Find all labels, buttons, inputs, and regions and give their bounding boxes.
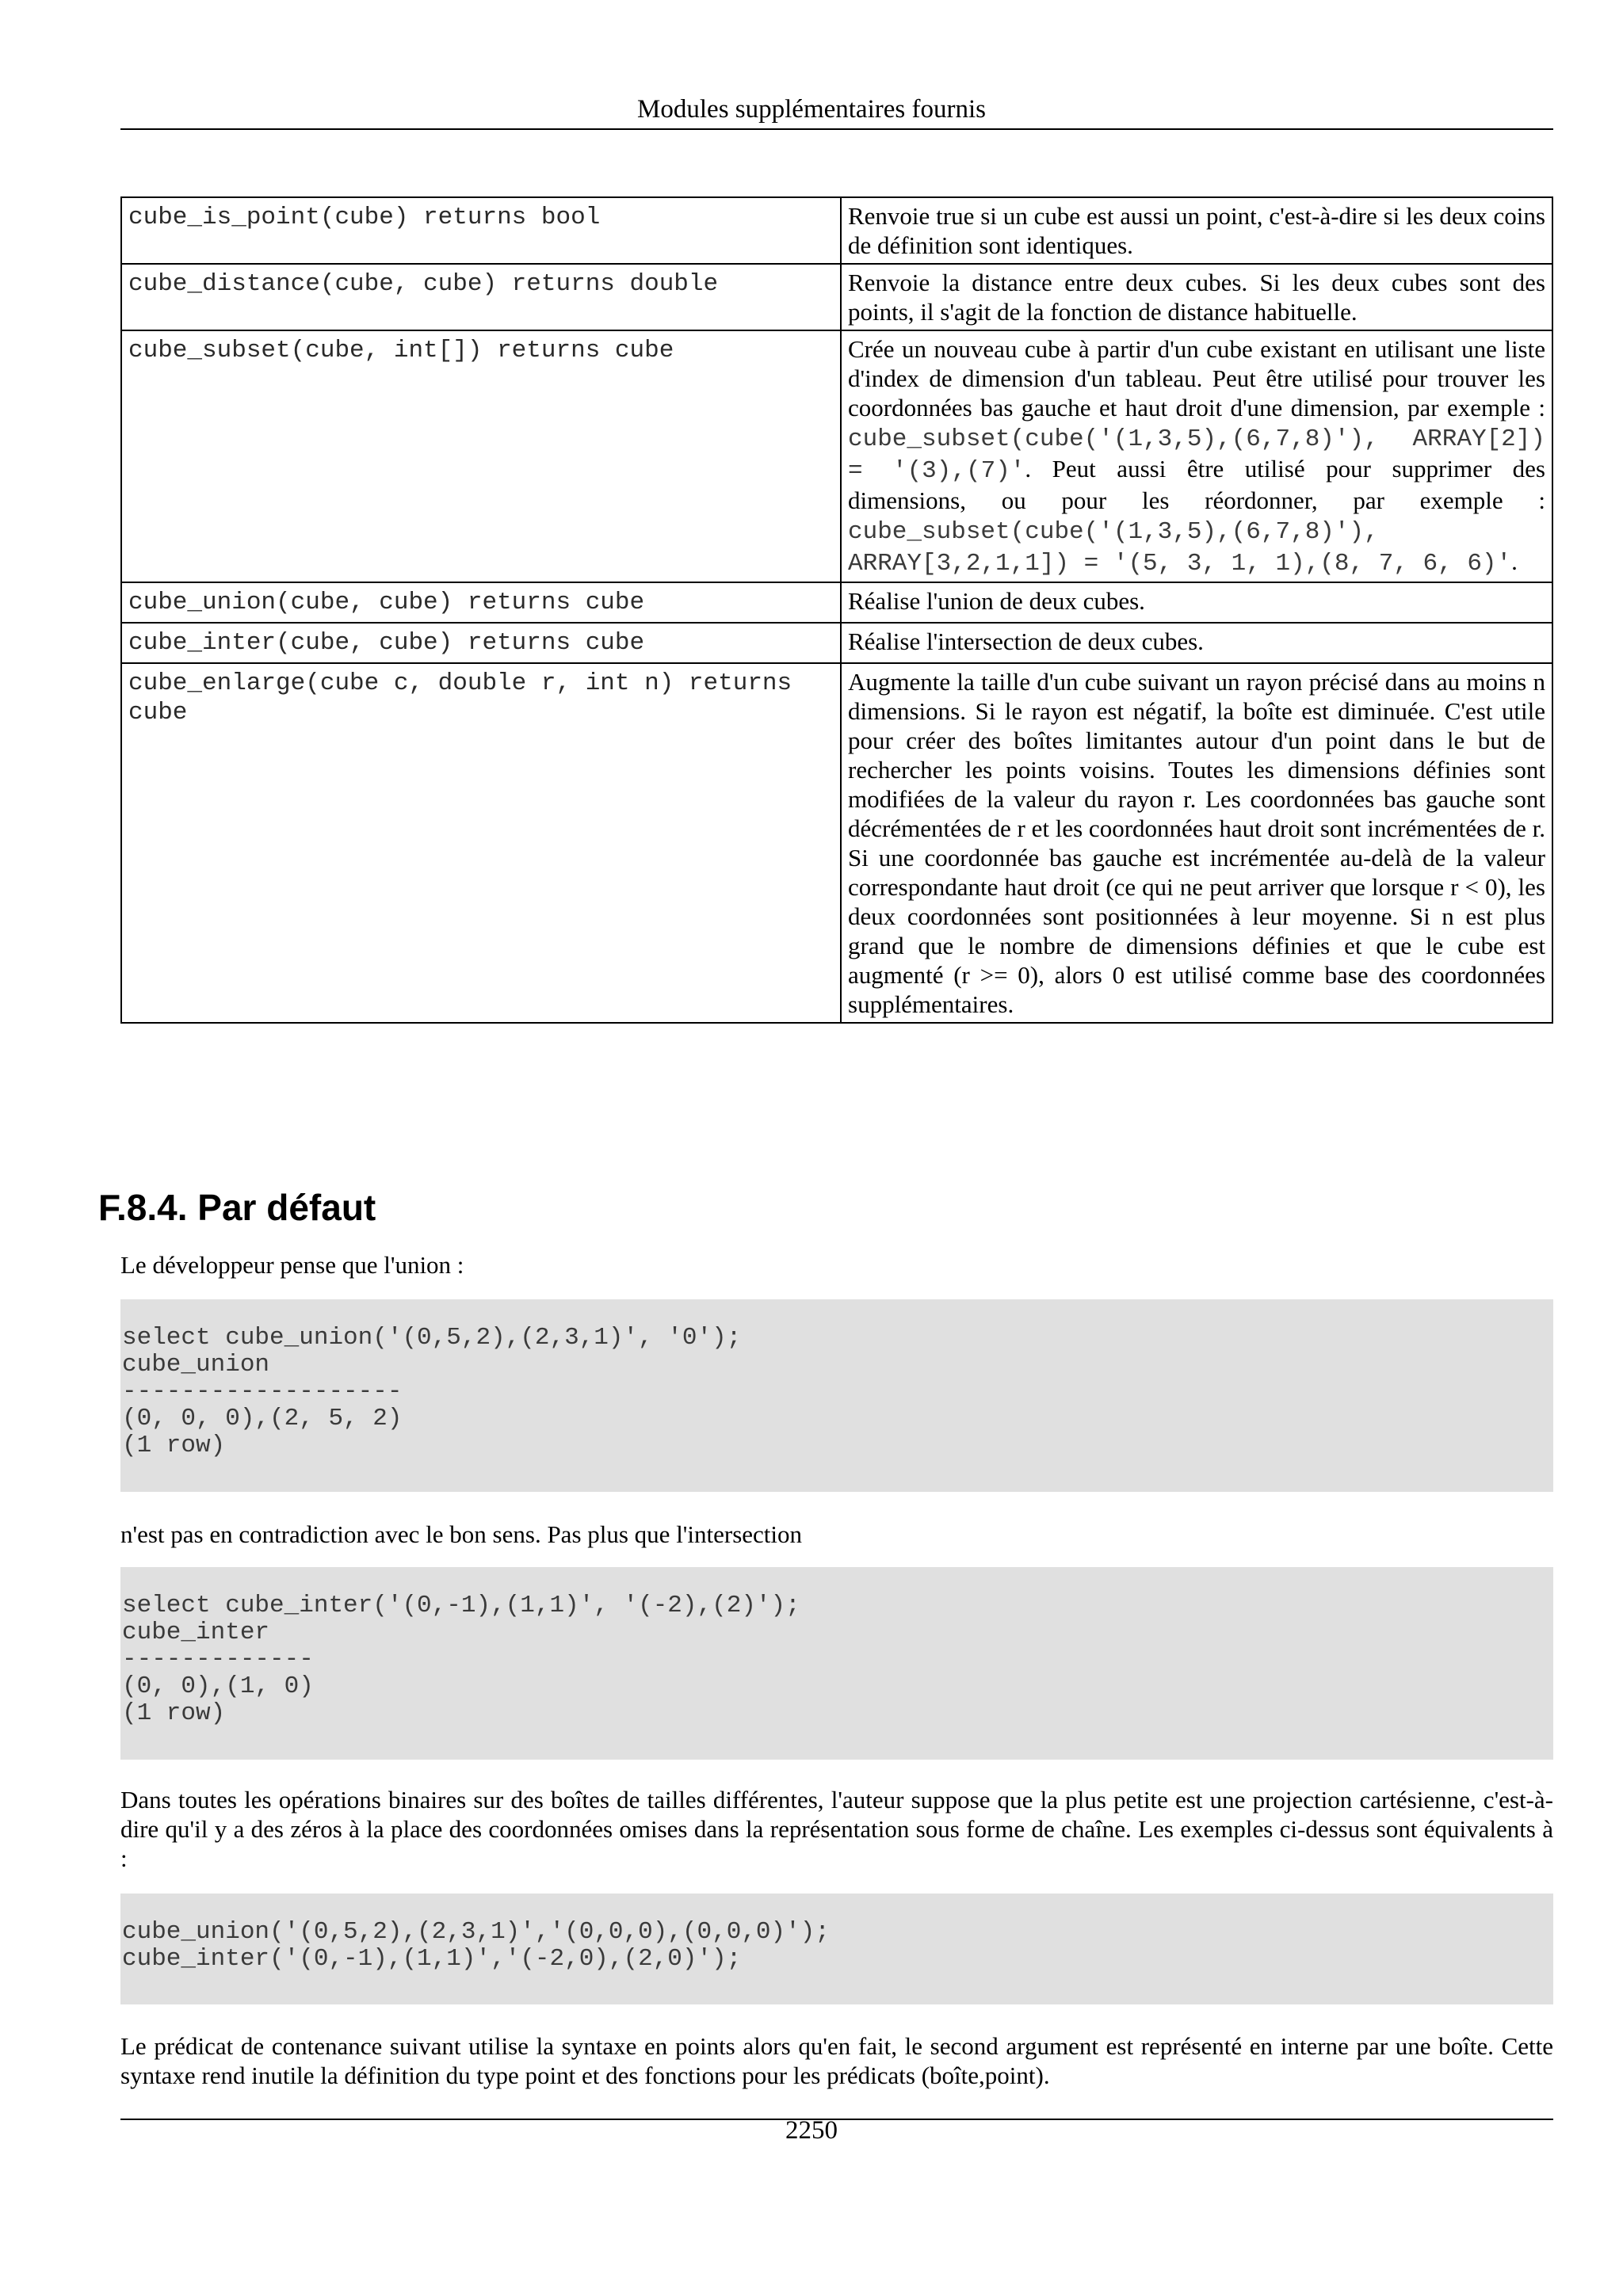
code-block: cube_union('(0,5,2),(2,3,1)','(0,0,0),(0,0,0)'); cube_inter('(0,-1),(1,1)','(-2,0),(2,0)'); [120,1894,1553,2004]
paragraph: n'est pas en contradiction avec le bon sens. Pas plus que l'intersection [120,1520,803,1548]
function-description: Réalise l'intersection de deux cubes. [841,623,1552,663]
function-description: Réalise l'union de deux cubes. [841,582,1552,623]
table-row [121,582,1552,623]
description-text: . Peut aussi être utilisé pour supprimer des dimensions, ou pour les réordonner, par exemple : [848,455,1545,514]
function-signature: cube_distance(cube, cube) returns double [121,264,841,330]
functions-table [120,196,1553,1024]
header-rule [120,128,1553,130]
code-block: select cube_union('(0,5,2),(2,3,1)', '0'); cube_union ------------------- (0, 0, 0),(2, 5, 2) (1 row) [120,1299,1553,1492]
table-row [121,663,1552,1023]
section-heading: F.8.4. Par défaut [98,1187,376,1228]
function-description: Renvoie true si un cube est aussi un point, c'est-à-dire si les deux coins de définition sont identiques. [841,197,1552,264]
function-signature: cube_enlarge(cube c, double r, int n) returns cube [121,663,841,1023]
table-row [121,330,1552,582]
code-example: cube_subset(cube('(1,3,5),(6,7,8)'), ARRAY[3,2,1,1]) = '(5, 3, 1, 1),(8, 7, 6, 6)' [848,518,1512,578]
page-number: 2250 [785,2116,838,2145]
function-description [841,330,1552,582]
paragraph: Le développeur pense que l'union : [120,1251,464,1279]
function-signature: cube_inter(cube, cube) returns cube [121,623,841,663]
table-row [121,197,1552,264]
description-text: . [1511,547,1518,575]
code-block: select cube_inter('(0,-1),(1,1)', '(-2),(2)'); cube_inter ------------- (0, 0),(1, 0) (1 row) [120,1567,1553,1760]
paragraph: Dans toutes les opérations binaires sur des boîtes de tailles différentes, l'auteur suppose que la plus petite est une projection cartésienne, c'est-à-dire qu'il y a des zéros à la place des coordonnées omises dans la représentation sous forme de chaîne. Les exemples ci-dessus sont équivalents à : [120,1786,1553,1872]
function-description: Renvoie la distance entre deux cubes. Si les deux cubes sont des points, il s'agit de la fonction de distance habituelle. [841,264,1552,330]
function-signature: cube_subset(cube, int[]) returns cube [121,330,841,582]
function-signature: cube_is_point(cube) returns bool [121,197,841,264]
description-text: Crée un nouveau cube à partir d'un cube existant en utilisant une liste d'index de dimension d'un tableau. Peut être utilisé pour trouver les coordonnées bas gauche et haut droit d'une dimension, par exemple : [848,335,1545,421]
running-header: Modules supplémentaires fournis [637,95,986,124]
code-example: cube_subset(cube('(1,3,5),(6,7,8)'), ARRAY[2]) = '(3),(7)' [848,425,1545,485]
table-row [121,623,1552,663]
table-row [121,264,1552,330]
function-description: Augmente la taille d'un cube suivant un rayon précisé dans au moins n dimensions. Si le rayon est négatif, la boîte est diminuée. C'est utile pour créer des boîtes limitantes autour d'un point dans le but de rechercher les points voisins. Toutes les dimensions définies sont modifiées de la valeur du rayon r. Les coordonnées bas gauche sont décrémentées de r et les coordonnées haut droit sont incrémentées de r. Si une coordonnée bas gauche est incrémentée au-delà de la valeur correspondante haut droit (ce qui ne peut arriver que lorsque r < 0), les deux coordonnées sont positionnées à leur moyenne. Si n est plus grand que le nombre de dimensions définies et que le cube est augmenté (r >= 0), alors 0 est utilisé comme base des coordonnées supplémentaires. [841,663,1552,1023]
function-signature: cube_union(cube, cube) returns cube [121,582,841,623]
paragraph: Le prédicat de contenance suivant utilise la syntaxe en points alors qu'en fait, le second argument est représenté en interne par une boîte. Cette syntaxe rend inutile la définition du type point et des fonctions pour les prédicats (boîte,point). [120,2032,1553,2089]
